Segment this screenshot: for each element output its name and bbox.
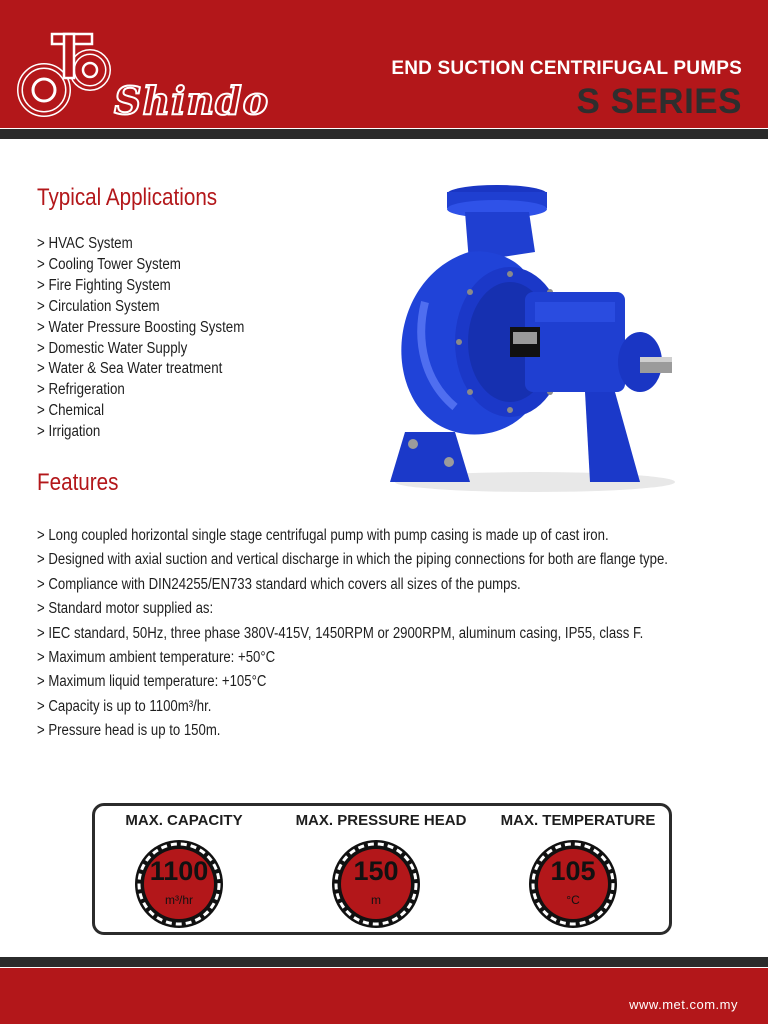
spec-stats-panel	[92, 803, 672, 935]
list-item: > Designed with axial suction and vertical discharge in which the piping connections for both are flange type.	[37, 551, 668, 569]
list-item: > Fire Fighting System	[37, 276, 171, 294]
list-item: > Pressure head is up to 150m.	[37, 722, 221, 740]
list-item: > Refrigeration	[37, 381, 125, 399]
footer-band	[0, 968, 768, 1024]
list-item: > Irrigation	[37, 423, 101, 441]
header-divider	[0, 129, 768, 139]
list-item: > Domestic Water Supply	[37, 339, 188, 357]
logo-mark-icon	[14, 30, 124, 126]
list-item: > Chemical	[37, 402, 105, 420]
features-list	[37, 524, 768, 744]
stat-label: MAX. PRESSURE HEAD	[295, 812, 467, 829]
list-item: > Capacity is up to 1100m³/hr.	[37, 697, 212, 715]
stat-temperature	[483, 806, 673, 932]
footer-divider	[0, 957, 768, 967]
logo-wordmark: Shindo	[114, 78, 270, 123]
list-item: > Water & Sea Water treatment	[37, 360, 223, 378]
pump-image	[385, 182, 685, 497]
list-item: > Cooling Tower System	[37, 255, 181, 273]
list-item: > Maximum ambient temperature: +50°C	[37, 649, 276, 667]
stat-value: 1100	[149, 856, 209, 886]
applications-list	[37, 234, 278, 443]
stat-pressure-head	[286, 806, 476, 932]
features-heading: Features	[37, 469, 119, 496]
stat-value: 150	[353, 856, 399, 886]
header-subtitle: END SUCTION CENTRIFUGAL PUMPS	[391, 58, 742, 79]
header-title: S SERIES	[576, 82, 742, 121]
stat-label: MAX. TEMPERATURE	[500, 812, 656, 829]
stat-capacity	[89, 806, 279, 932]
header-band	[0, 0, 768, 128]
list-item: > Maximum liquid temperature: +105°C	[37, 673, 267, 691]
list-item: > Standard motor supplied as:	[37, 600, 214, 618]
shindo-logo	[14, 30, 274, 126]
list-item: > Circulation System	[37, 297, 160, 315]
stat-label: MAX. CAPACITY	[125, 812, 243, 829]
list-item: > Long coupled horizontal single stage centrifugal pump with pump casing is made up of cast iron.	[37, 527, 609, 544]
stat-unit: m³/hr	[165, 893, 193, 907]
stat-unit: °C	[566, 893, 580, 907]
list-item: > IEC standard, 50Hz, three phase 380V-415V, 1450RPM or 2900RPM, aluminum casing, IP55, class F.	[37, 624, 644, 642]
list-item: > Compliance with DIN24255/EN733 standard which covers all sizes of the pumps.	[37, 575, 521, 593]
stat-unit: m	[371, 893, 381, 907]
list-item: > Water Pressure Boosting System	[37, 318, 245, 336]
stat-value: 105	[550, 856, 596, 886]
applications-heading: Typical Applications	[37, 184, 218, 211]
list-item: > HVAC System	[37, 235, 133, 252]
footer-url-link[interactable]: www.met.com.my	[629, 997, 738, 1012]
